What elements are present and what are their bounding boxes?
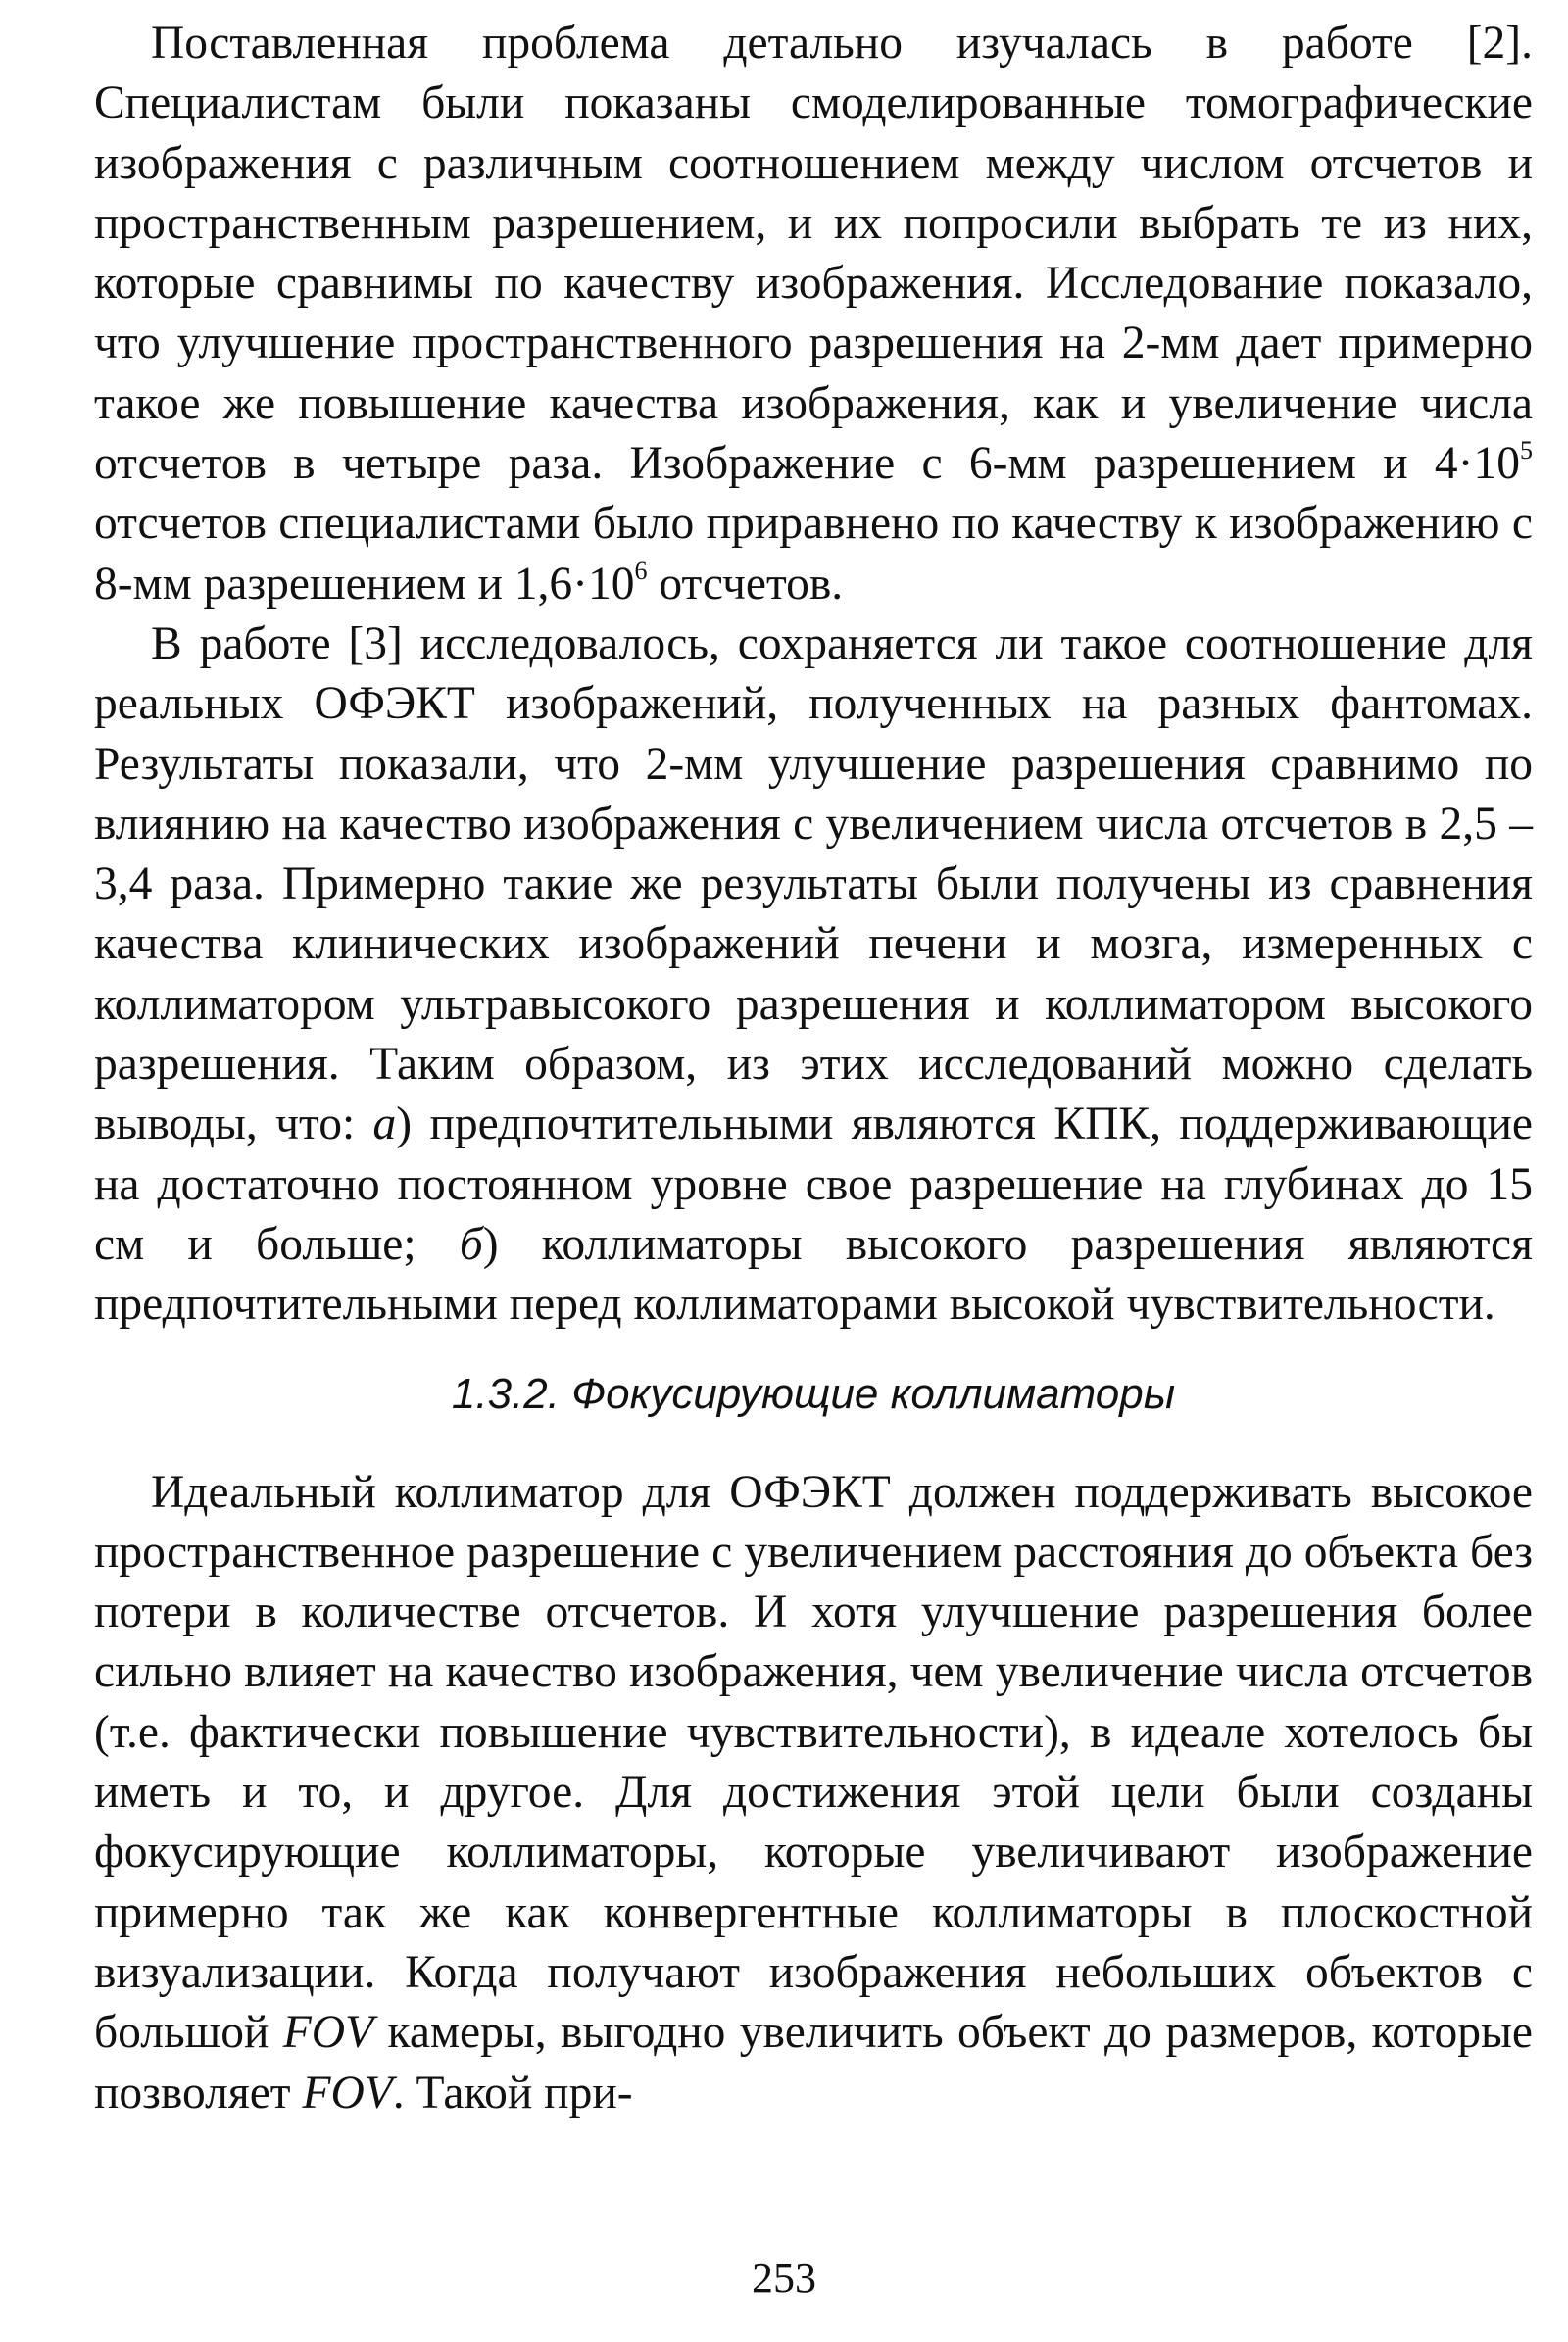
page-number: 253 xyxy=(752,2254,816,2302)
paragraph-3-text-b: камеры, выгодно увеличить объект до размеров, которые позволяет xyxy=(94,2007,1533,2119)
paragraph-3-text-a: Идеальный коллиматор для ОФЭКТ должен поддерживать высокое пространственное разрешение с увеличением расстояния до объекта без потери в количестве отсчетов. И хотя улучшение разрешения более сильно влияет на качество изображения, чем увеличение числа отсчетов (т.е. фактически повышение чувствительности), в идеале хотелось бы иметь и то, и другое. Для достижения этой цели были созданы фокусирующие коллиматоры, которые увеличивают изображение примерно так же как конвергентные коллиматоры в плоскостной визуализации. Когда получают изображения небольших объектов с большой xyxy=(94,1466,1533,2059)
document-page xyxy=(94,14,1533,2123)
fov-term-1: FOV xyxy=(282,2007,374,2059)
paragraph-3 xyxy=(94,1463,1533,2123)
paragraph-2 xyxy=(94,614,1533,1336)
fov-term-2: FOV xyxy=(302,2067,393,2119)
list-marker-a: а xyxy=(372,1098,397,1150)
paragraph-2-text-b: ) предпочтительными являются КПК, поддерживающие на достаточно постоянном уровне свое разрешение на глубинах до 15 см и больше; xyxy=(94,1098,1533,1270)
list-marker-b: б xyxy=(459,1218,483,1270)
section-heading: 1.3.2. Фокусирующие коллиматоры xyxy=(451,1369,1176,1418)
paragraph-1-text-c: отсчетов. xyxy=(647,558,844,610)
paragraph-3-text-c: . Такой при- xyxy=(392,2067,633,2119)
paragraph-1-text-a: Поставленная проблема детально изучалась в работе [2]. Специалистам были показаны смоделированные томографические изображения с различным соотношением между числом отсчетов и пространственным разрешением, и их попросили выбрать те из них, которые сравнимы по качеству изображения. Исследование показало, что улучшение пространственного разрешения на 2-мм дает примерно такое же повышение качества изображения, как и увеличение числа отсчетов в четыре раза. Изображение с 6-мм разрешением и 4·10 xyxy=(94,18,1533,490)
paragraph-1 xyxy=(94,14,1533,614)
paragraph-2-text-a: В работе [3] исследовалось, сохраняется ли такое соотношение для реальных ОФЭКТ изображений, полученных на разных фантомах. Результаты показали, что 2-мм улучшение разрешения сравнимо по влиянию на качество изображения с увеличением числа отсчетов в 2,5 – 3,4 раза. Примерно такие же результаты были получены из сравнения качества клинических изображений печени и мозга, измеренных с коллиматором ультравысокого разрешения и коллиматором высокого разрешения. Таким образом, из этих исследований можно сделать выводы, что: xyxy=(94,617,1533,1150)
paragraph-1-text-b: отсчетов специалистами было приравнено по качеству к изображению с 8-мм разрешением и 1,6·10 xyxy=(94,498,1533,610)
exponent-6: 6 xyxy=(634,556,648,585)
paragraph-2-text-c: ) коллиматоры высокого разрешения являются предпочтительными перед коллиматорами высокой чувствительности. xyxy=(94,1218,1533,1331)
exponent-5: 5 xyxy=(1520,436,1533,465)
